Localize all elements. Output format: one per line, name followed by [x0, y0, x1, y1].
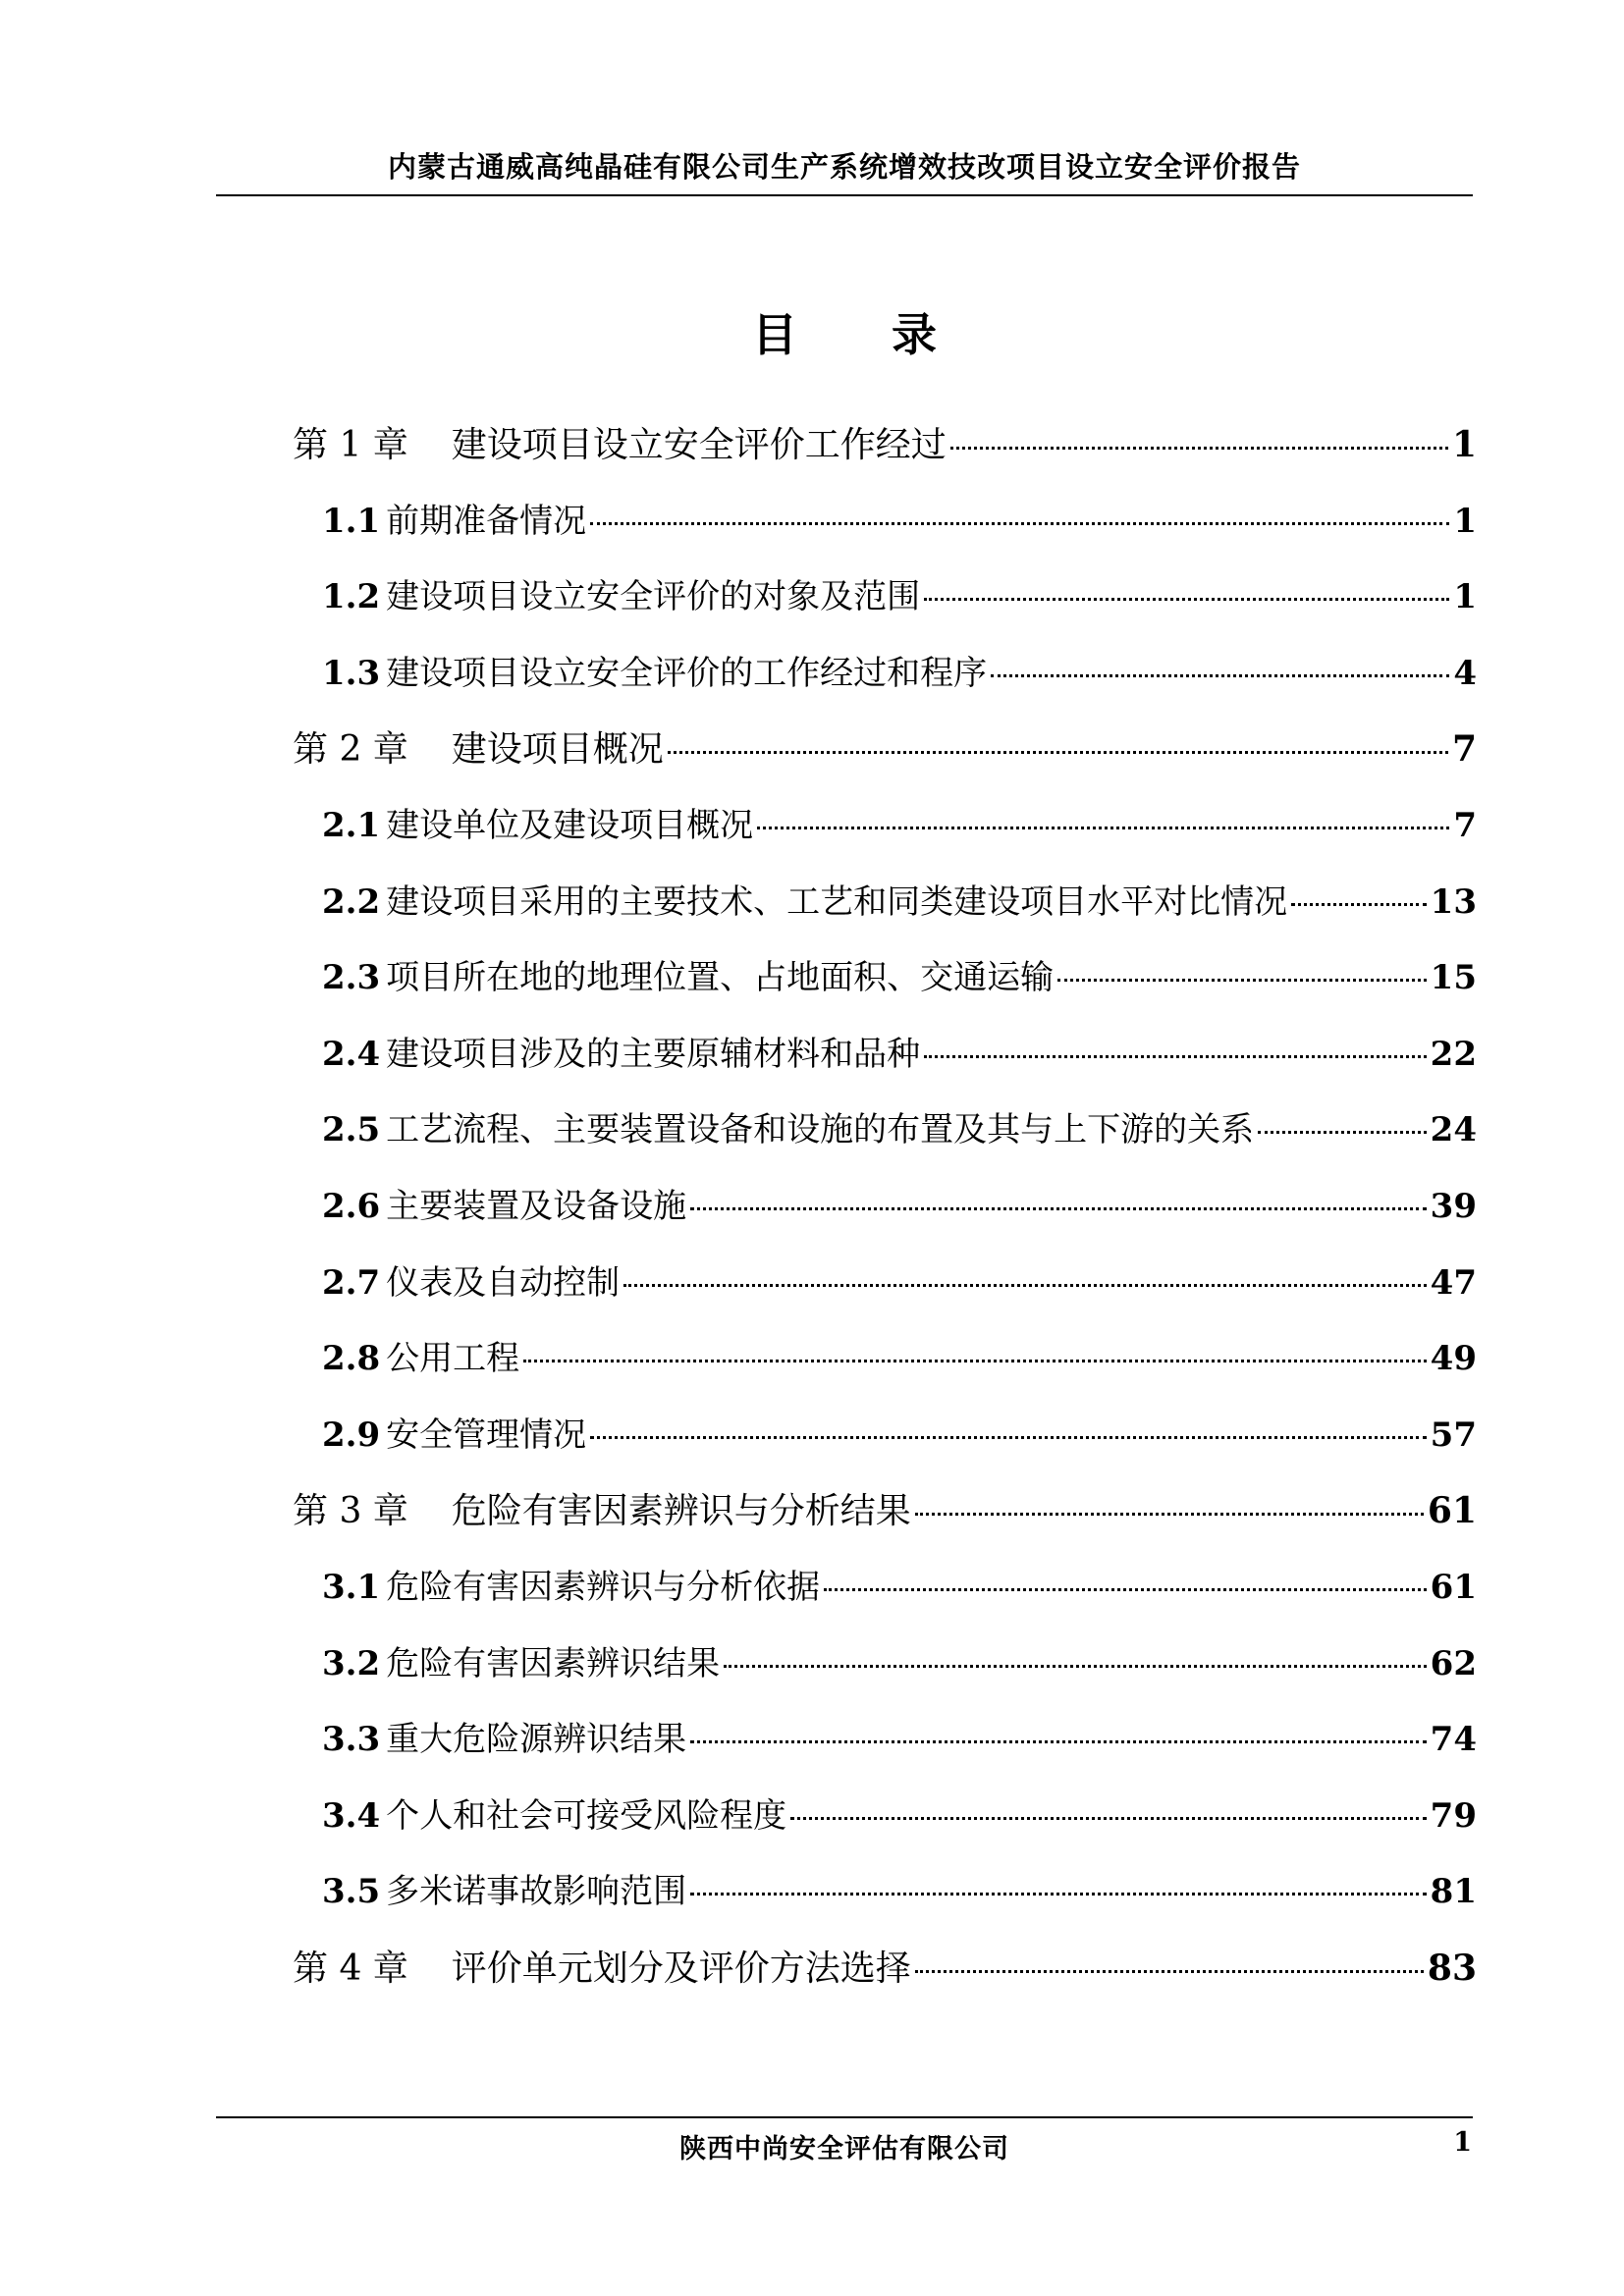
toc-entry-chapter[interactable]: [293, 417, 1477, 467]
toc-title: 目 录: [751, 308, 976, 361]
toc-entry-page: 57: [1430, 1415, 1477, 1455]
toc-entry-number: 3.4: [322, 1795, 381, 1836]
toc-entry-label: [322, 1560, 820, 1608]
toc-dot-leader: [924, 598, 1449, 601]
toc-dot-leader: [1057, 979, 1427, 982]
toc-entry-label: [322, 875, 1287, 923]
toc-entry-page: 4: [1453, 653, 1477, 693]
toc-dot-leader: [915, 1513, 1424, 1516]
toc-entry-page: 1: [1451, 424, 1477, 465]
toc-dot-leader: [824, 1588, 1427, 1591]
toc-dot-leader: [790, 1817, 1427, 1820]
toc-entry-page: 74: [1430, 1720, 1477, 1760]
toc-entry-title: 前期准备情况: [386, 501, 587, 541]
toc-entry-number: 2.1: [322, 806, 381, 845]
toc-dot-leader: [757, 827, 1449, 829]
toc-dot-leader: [950, 447, 1448, 450]
toc-entry-page: 7: [1453, 806, 1477, 845]
toc-dot-leader: [590, 522, 1449, 525]
toc-entry-section[interactable]: [322, 569, 1477, 617]
toc-entry-number: 2.6: [322, 1187, 381, 1226]
toc-dot-leader: [690, 1207, 1427, 1210]
toc-entry-label: [322, 1179, 686, 1227]
toc-entry-title: 工艺流程、主要装置设备和设施的布置及其与上下游的关系: [386, 1110, 1255, 1150]
toc-entry-title: 重大危险源辨识结果: [386, 1720, 687, 1760]
toc-dot-leader: [1258, 1131, 1427, 1134]
toc-entry-label: [322, 1636, 720, 1684]
toc-entry-page: 79: [1430, 1795, 1477, 1836]
toc-entry-label: [322, 494, 586, 542]
toc-dot-leader: [523, 1360, 1427, 1362]
toc-entry-section[interactable]: [322, 1864, 1477, 1912]
toc-entry-page: 61: [1430, 1568, 1477, 1607]
toc-entry-label: [322, 1027, 920, 1075]
toc-entry-label: [322, 569, 920, 617]
toc-entry-number: 2.8: [322, 1339, 381, 1379]
toc-entry-number: 第 2 章: [293, 729, 408, 771]
toc-entry-section[interactable]: [322, 1636, 1477, 1684]
toc-entry-number: 1.3: [322, 653, 381, 693]
toc-dot-leader: [915, 1970, 1424, 1973]
toc-entry-page: 24: [1430, 1110, 1477, 1150]
toc-entry-title: 危险有害因素辨识与分析依据: [386, 1568, 821, 1607]
footer-company: 陕西中尚安全评估有限公司: [679, 2134, 1009, 2164]
toc-entry-label: [322, 1102, 1254, 1150]
toc-entry-title: 危险有害因素辨识与分析结果: [451, 1491, 911, 1532]
toc-entry-page: 47: [1430, 1262, 1477, 1303]
footer-rule: [216, 2116, 1473, 2118]
toc-dot-leader: [991, 674, 1449, 677]
toc-entry-page: 61: [1427, 1490, 1477, 1532]
toc-entry-page: 49: [1430, 1339, 1477, 1379]
toc-dot-leader: [724, 1665, 1427, 1668]
toc-dot-leader: [924, 1055, 1427, 1058]
toc-entry-section[interactable]: [322, 950, 1477, 998]
toc-entry-section[interactable]: [322, 1255, 1477, 1304]
toc-entry-title: 建设项目设立安全评价的对象及范围: [386, 577, 921, 617]
toc-entry-number: 2.4: [322, 1034, 381, 1074]
toc-entry-number: 第 4 章: [293, 1949, 408, 1989]
toc-entry-section[interactable]: [322, 494, 1477, 542]
toc-entry-page: 15: [1430, 958, 1477, 998]
toc-entry-label: [322, 1408, 586, 1456]
toc-entry-page: 13: [1430, 881, 1477, 922]
toc-entry-number: 3.2: [322, 1643, 381, 1683]
toc-entry-section[interactable]: [322, 1560, 1477, 1608]
toc-entry-section[interactable]: [322, 1789, 1477, 1837]
toc-entry-page: 39: [1430, 1187, 1477, 1226]
toc-entry-title: 建设项目概况: [451, 729, 664, 771]
toc-entry-number: 3.1: [322, 1568, 381, 1607]
toc-entry-section[interactable]: [322, 798, 1477, 846]
toc-entry-number: 2.7: [322, 1262, 381, 1303]
running-header: 内蒙古通威高纯晶硅有限公司生产系统增效技改项目设立安全评价报告: [387, 150, 1301, 184]
toc-entry-page: 83: [1427, 1948, 1477, 1989]
toc-entry-number: 3.5: [322, 1872, 381, 1912]
toc-entry-label: [293, 417, 947, 467]
toc-entry-label: [322, 646, 987, 694]
toc-entry-label: [322, 1864, 686, 1912]
toc-entry-label: [293, 1483, 911, 1533]
toc-dot-leader: [1291, 903, 1427, 906]
toc-entry-title: 建设项目涉及的主要原辅材料和品种: [386, 1034, 921, 1074]
toc-entry-label: [293, 721, 664, 772]
footer-page-number: 1: [1453, 2127, 1472, 2158]
toc-entry-title: 多米诺事故影响范围: [386, 1872, 687, 1912]
toc-entry-number: 1.2: [322, 577, 381, 617]
toc-entry-page: 7: [1451, 728, 1477, 771]
toc-entry-label: [322, 1789, 786, 1837]
toc-entry-section[interactable]: [322, 1408, 1477, 1456]
toc-entry-page: 22: [1430, 1034, 1477, 1074]
toc-entry-section[interactable]: [322, 646, 1477, 694]
toc-entry-number: 第 1 章: [293, 425, 408, 465]
toc-entry-title: 建设项目设立安全评价的工作经过和程序: [386, 653, 988, 693]
toc-entry-title: 主要装置及设备设施: [386, 1187, 687, 1226]
toc-dot-leader: [590, 1436, 1427, 1439]
toc-entry-title: 危险有害因素辨识结果: [386, 1643, 721, 1683]
toc-entry-section[interactable]: [322, 1712, 1477, 1760]
toc-entry-title: 评价单元划分及评价方法选择: [451, 1949, 911, 1989]
toc-entry-section[interactable]: [322, 875, 1477, 923]
toc-entry-number: 2.2: [322, 881, 381, 922]
toc-entry-number: 第 3 章: [293, 1491, 408, 1532]
toc-entry-title: 建设项目设立安全评价工作经过: [451, 425, 947, 465]
toc-entry-number: 1.1: [322, 501, 381, 541]
toc-entry-label: [322, 1712, 686, 1760]
toc-dot-leader: [690, 1740, 1427, 1743]
toc-entry-page: 62: [1430, 1643, 1477, 1683]
toc-entry-chapter[interactable]: [293, 1941, 1477, 1991]
toc-entry-label: [322, 1331, 519, 1379]
toc-entry-title: 建设项目采用的主要技术、工艺和同类建设项目水平对比情况: [386, 881, 1288, 922]
toc-entry-label: [322, 1255, 620, 1304]
toc-entry-number: 2.9: [322, 1415, 381, 1455]
toc-entry-label: [293, 1941, 911, 1991]
toc-entry-label: [322, 798, 753, 846]
toc-dot-leader: [668, 751, 1448, 754]
toc-entry-label: [322, 950, 1054, 998]
toc-entry-page: 81: [1430, 1872, 1477, 1912]
toc-entry-section[interactable]: [322, 1331, 1477, 1379]
toc-entry-page: 1: [1453, 577, 1477, 617]
toc-entry-chapter[interactable]: [293, 1483, 1477, 1533]
toc-dot-leader: [623, 1284, 1427, 1287]
toc-entry-section[interactable]: [322, 1027, 1477, 1075]
toc-entry-title: 项目所在地的地理位置、占地面积、交通运输: [386, 958, 1055, 998]
toc-entry-number: 3.3: [322, 1720, 381, 1760]
toc-entry-section[interactable]: [322, 1179, 1477, 1227]
toc-dot-leader: [690, 1893, 1427, 1896]
toc-entry-number: 2.5: [322, 1110, 381, 1150]
toc-entry-section[interactable]: [322, 1102, 1477, 1150]
toc-entry-title: 个人和社会可接受风险程度: [386, 1795, 787, 1836]
toc-entry-title: 仪表及自动控制: [386, 1262, 621, 1303]
toc-entry-number: 2.3: [322, 958, 381, 998]
toc-entry-title: 安全管理情况: [386, 1415, 587, 1455]
toc-entry-page: 1: [1453, 501, 1477, 541]
toc-entry-chapter[interactable]: [293, 721, 1477, 772]
toc-entry-title: 公用工程: [386, 1339, 520, 1379]
toc-entry-title: 建设单位及建设项目概况: [386, 806, 754, 845]
